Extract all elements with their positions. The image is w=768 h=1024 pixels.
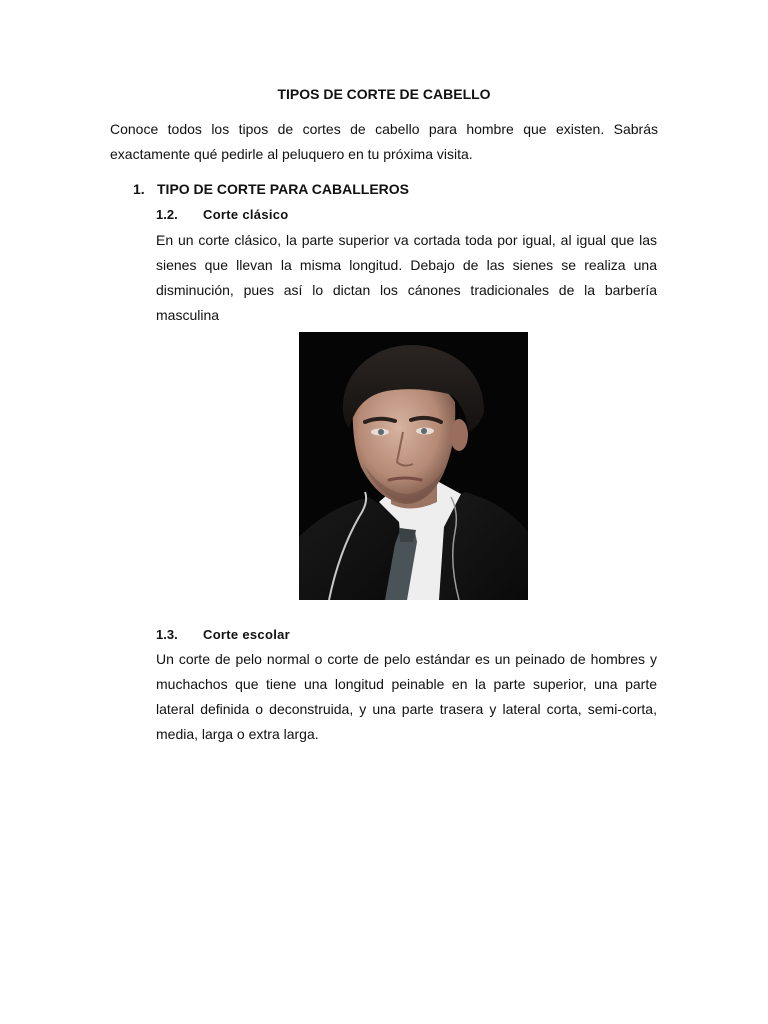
- subsection-title: Corte clásico: [203, 207, 289, 222]
- subsection-paragraph-classic: En un corte clásico, la parte superior va cortada toda por igual, al igual que las sienes que llevan la misma longitud. Debajo de las sienes se realiza una disminución, pues así lo dictan los cánones tradicionales de la barbería masculina: [156, 232, 657, 323]
- subsection-number: 1.2.: [156, 207, 178, 222]
- subsection-heading-school: [156, 626, 290, 644]
- classic-haircut-photo: [299, 332, 528, 600]
- section-number: 1.: [133, 181, 145, 197]
- intro-paragraph: Conoce todos los tipos de cortes de cabello para hombre que existen. Sabrás exactamente qué pedirle al peluquero en tu próxima visita.: [110, 121, 658, 162]
- section-title: TIPO DE CORTE PARA CABALLEROS: [157, 181, 410, 197]
- man-portrait-illustration: [299, 332, 528, 600]
- subsection-title: Corte escolar: [203, 627, 290, 642]
- subsection-paragraph-school: Un corte de pelo normal o corte de pelo estándar es un peinado de hombres y muchachos que tiene una longitud peinable en la parte superior, una parte lateral definida o deconstruida, y una parte trasera y lateral corta, semi-corta, media, larga o extra larga.: [156, 651, 657, 742]
- section-heading: [133, 180, 409, 198]
- subsection-number: 1.3.: [156, 627, 178, 642]
- document-title: TIPOS DE CORTE DE CABELLO: [277, 86, 491, 102]
- subsection-heading-classic: [156, 206, 289, 224]
